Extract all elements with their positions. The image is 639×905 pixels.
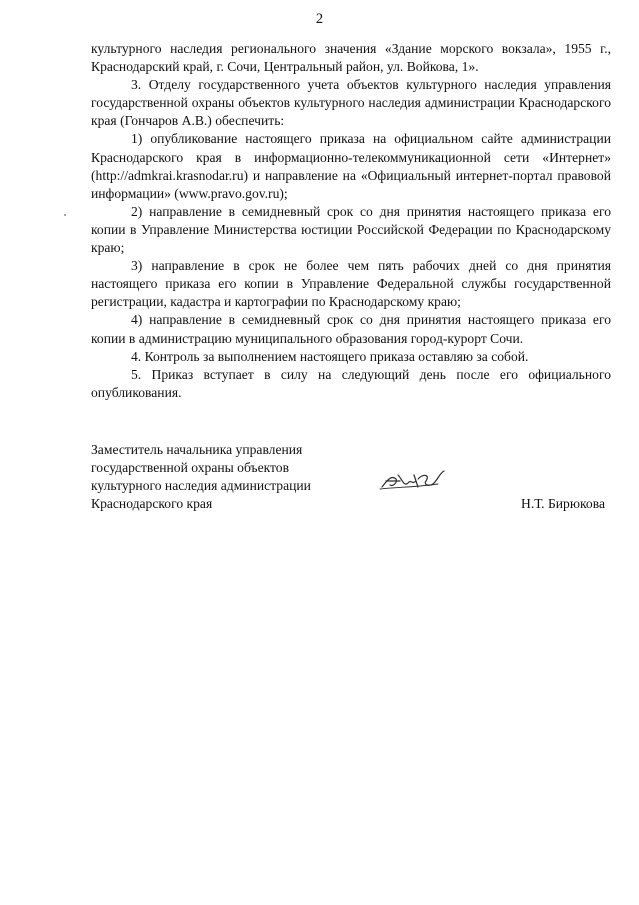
signatory-name: Н.Т. Бирюкова: [521, 496, 605, 511]
paragraph-continuation: культурного наследия регионального значения «Здание морского вокзала», 1955 г., Краснодарский край, г. Сочи, Центральный район, ул. Войкова, 1».: [91, 41, 611, 75]
paragraph-subitem-1: 1) опубликование настоящего приказа на официальном сайте администрации Краснодарского края в информационно-телекоммуникационной сети «Интернет» (http://admkrai.krasnodar.ru) и направление на «Официальный интернет-портал правовой информации» (www.pravo.gov.ru);: [91, 131, 611, 201]
page-number: 2: [315, 11, 324, 27]
scan-artifact: [64, 214, 66, 216]
signatory-title-line: Заместитель начальника управления: [91, 442, 303, 457]
paragraph-item-4: 4. Контроль за выполнением настоящего приказа оставляю за собой.: [131, 348, 529, 364]
signatory-title-line: государственной охраны объектов: [91, 460, 290, 475]
signature-block: [91, 441, 611, 513]
paragraph-subitem-2: 2) направление в семидневный срок со дня принятия настоящего приказа его копии в Управление Министерства юстиции Российской Федерации по Краснодарскому краю;: [91, 203, 611, 256]
handwritten-signature: [378, 465, 450, 495]
signatory-title-line: культурного наследия администрации: [91, 478, 311, 493]
paragraph-subitem-3: 3) направление в срок не более чем пять рабочих дней со дня принятия настоящего приказа его копии в Управление Федеральной службы государственной регистрации, кадастра и картографии по Краснодарскому краю;: [91, 258, 611, 310]
paragraph-subitem-4: 4) направление в семидневный срок со дня принятия настоящего приказа его копии в администрацию муниципального образования город-курорт Сочи.: [91, 312, 611, 346]
paragraph-item-5: 5. Приказ вступает в силу на следующий день после его официального опубликования.: [91, 366, 611, 400]
signatory-title-line: Краснодарского края: [91, 496, 213, 511]
paragraph-item-3: 3. Отделу государственного учета объектов культурного наследия управления государственной охраны объектов культурного наследия администрации Краснодарского края (Гончаров А.В.) обеспечить:: [91, 77, 611, 129]
document-body: [91, 40, 611, 402]
